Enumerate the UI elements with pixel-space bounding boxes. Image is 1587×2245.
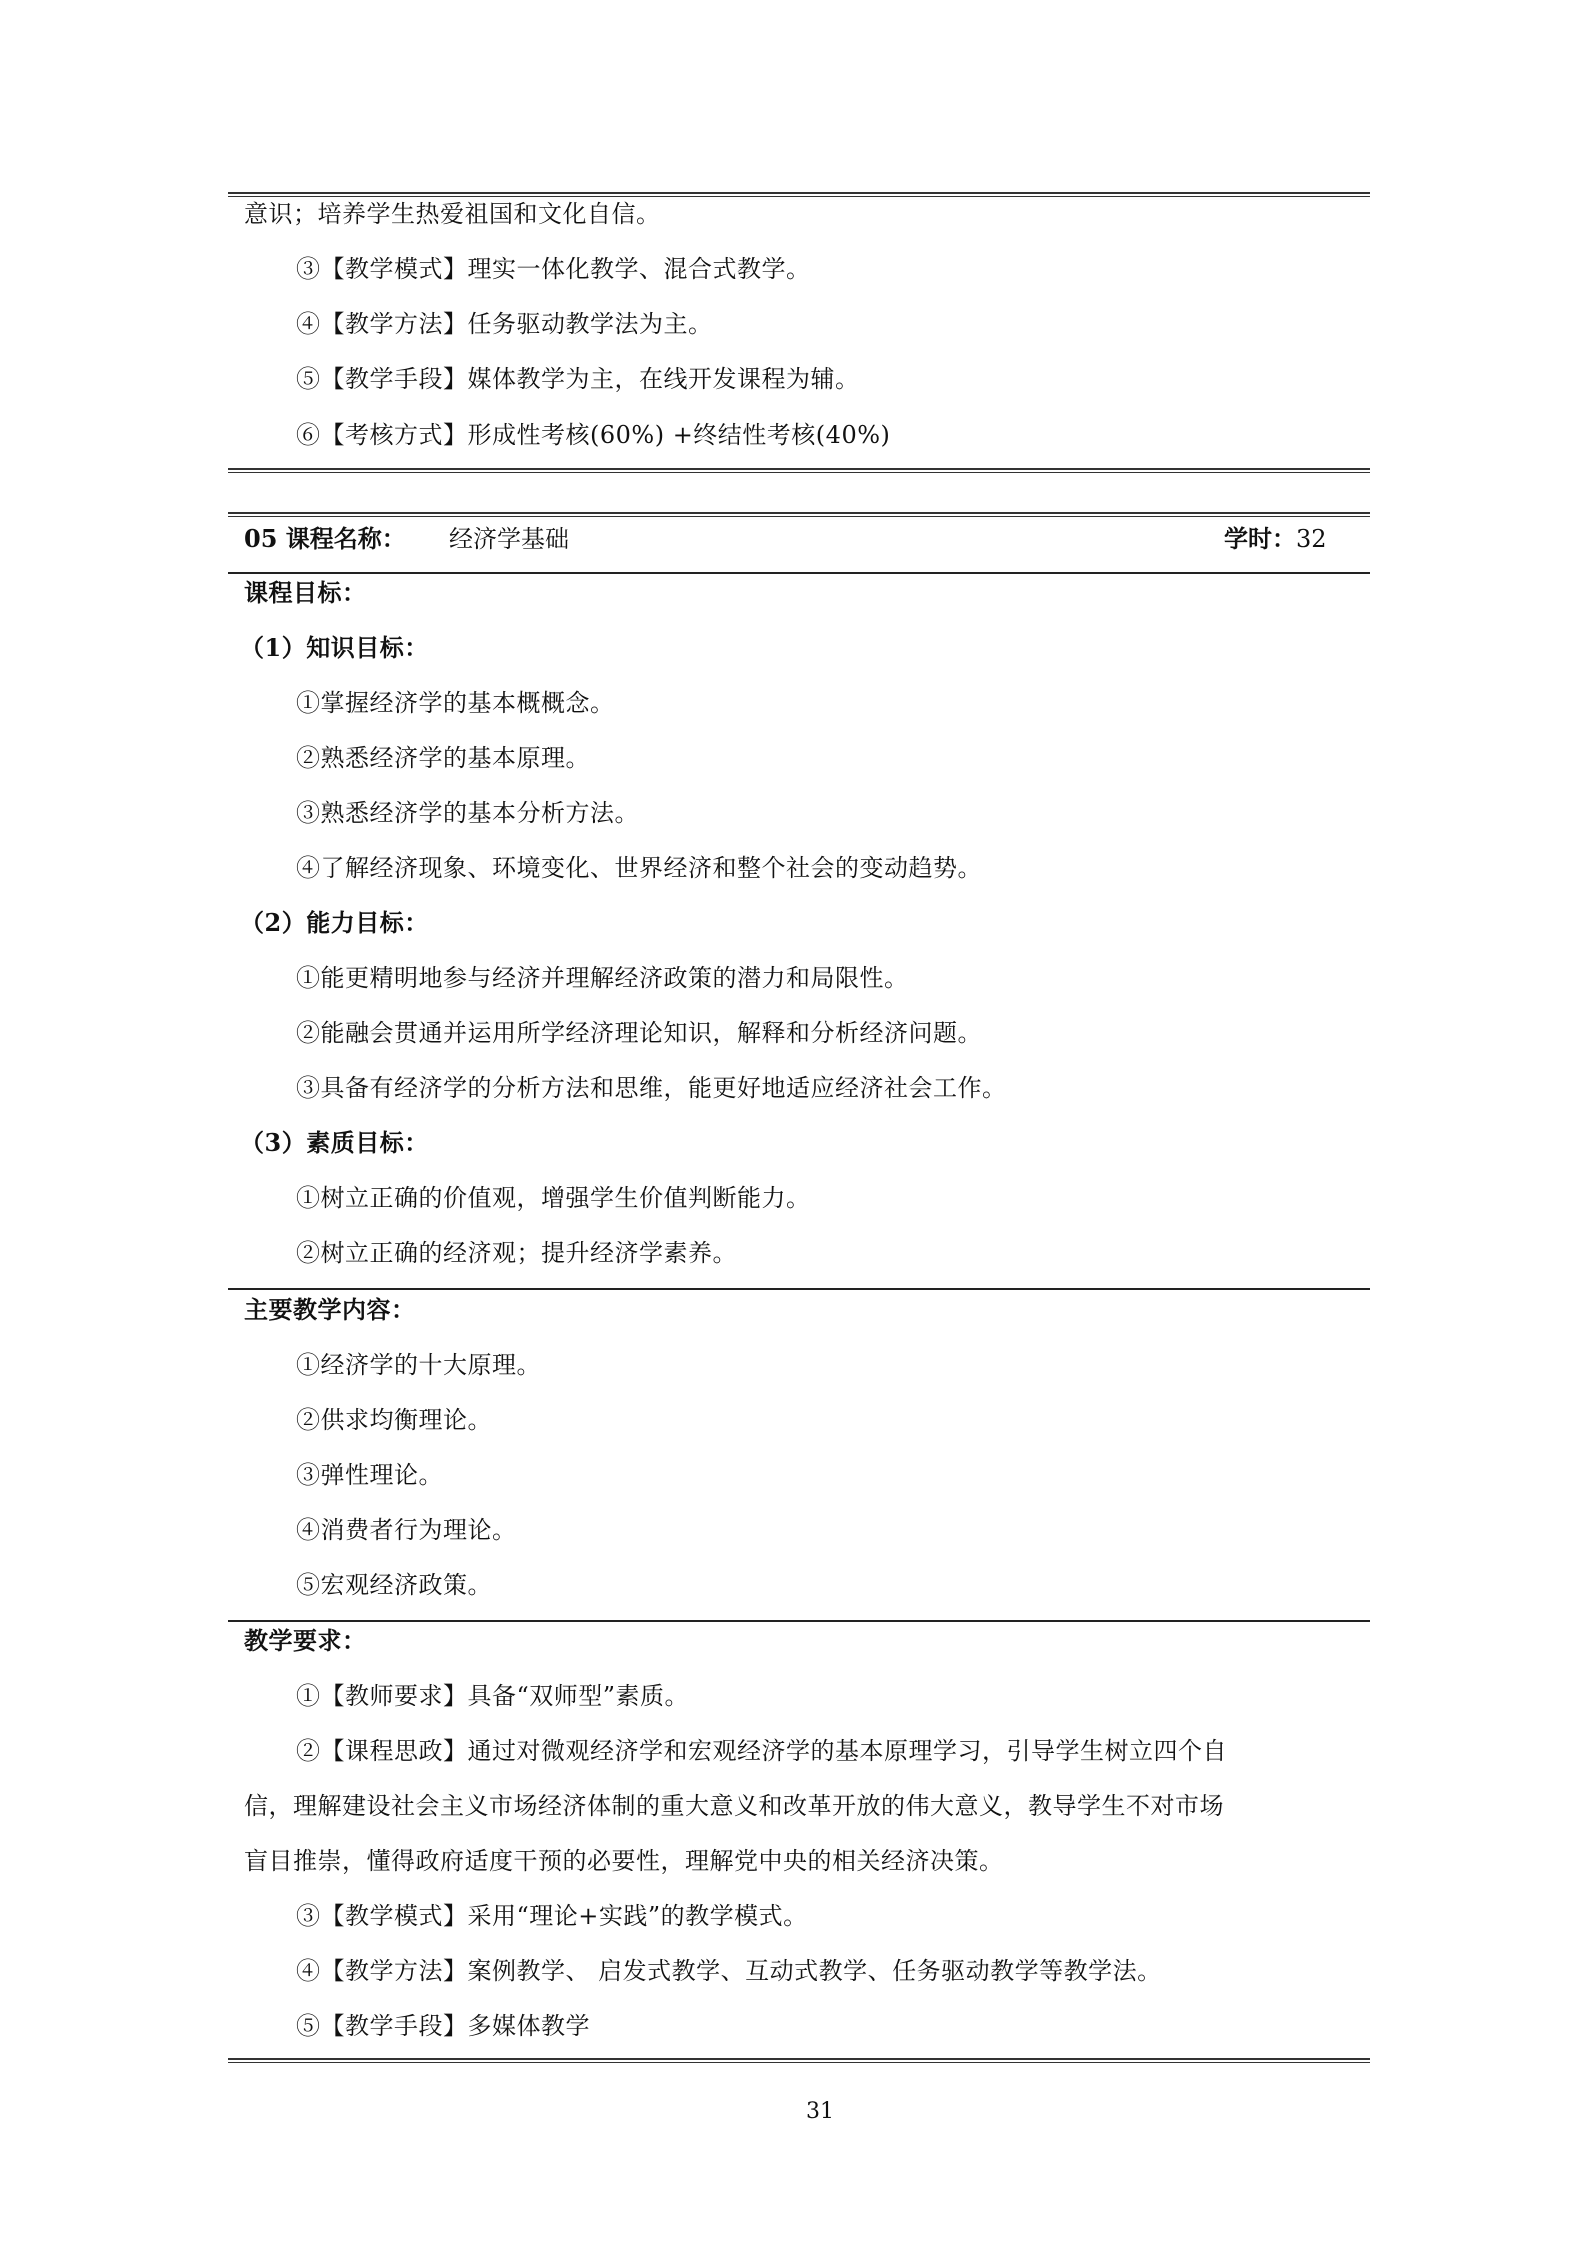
course-hours [1224,520,1327,558]
continued-item: ③【教学模式】理实一体化教学、混合式教学。 [296,255,811,283]
requirement-means: ⑤【教学手段】多媒体教学 [296,2012,590,2040]
hours-value: 32 [1296,525,1327,553]
hours-label: 学时： [1224,524,1296,553]
knowledge-item: ③熟悉经济学的基本分析方法。 [296,799,639,827]
requirement-ideology-line: 盲目推崇，懂得政府适度干预的必要性，理解党中央的相关经济决策。 [244,1847,1004,1875]
requirement-teacher: ①【教师要求】具备“双师型”素质。 [296,1682,690,1710]
course-top-rule [228,512,1370,517]
ability-item: ②能融会贯通并运用所学经济理论知识，解释和分析经济问题。 [296,1019,982,1047]
knowledge-heading: （1）知识目标： [240,633,429,662]
header-bottom-rule [228,572,1370,574]
quality-item: ②树立正确的经济观；提升经济学素养。 [296,1239,737,1267]
continued-item: ⑤【教学手段】媒体教学为主，在线开发课程为辅。 [296,365,860,393]
objectives-heading: 课程目标： [244,578,367,607]
content-item: ①经济学的十大原理。 [296,1351,541,1379]
ability-item: ③具备有经济学的分析方法和思维，能更好地适应经济社会工作。 [296,1074,1007,1102]
requirement-method: ④【教学方法】案例教学、 启发式教学、互动式教学、任务驱动教学等教学法。 [296,1957,1162,1985]
knowledge-item: ①掌握经济学的基本概概念。 [296,689,615,717]
requirement-ideology-line: 信，理解建设社会主义市场经济体制的重大意义和改革开放的伟大意义，教导学生不对市场 [244,1792,1224,1820]
knowledge-item: ④了解经济现象、环境变化、世界经济和整个社会的变动趋势。 [296,854,982,882]
ability-heading: （2）能力目标： [240,908,429,937]
course-number-label: 05 课程名称： [244,524,406,553]
course-name: 经济学基础 [449,525,569,553]
requirements-heading: 教学要求： [244,1626,367,1655]
page-number: 31 [806,2099,834,2124]
continued-text: 意识；培养学生热爱祖国和文化自信。 [244,200,661,228]
content-item: ⑤宏观经济政策。 [296,1571,492,1599]
ability-item: ①能更精明地参与经济并理解经济政策的潜力和局限性。 [296,964,909,992]
knowledge-item: ②熟悉经济学的基本原理。 [296,744,590,772]
content-item: ④消费者行为理论。 [296,1516,517,1544]
content-heading: 主要教学内容： [244,1295,416,1324]
content-top-rule [228,1288,1370,1290]
requirement-ideology-line: ②【课程思政】通过对微观经济学和宏观经济学的基本原理学习，引导学生树立四个自 [296,1737,1227,1765]
course-header [244,520,1344,558]
content-item: ③弹性理论。 [296,1461,443,1489]
continued-item: ④【教学方法】任务驱动教学法为主。 [296,310,713,338]
requirements-top-rule [228,1620,1370,1622]
continued-item: ⑥【考核方式】形成性考核(60%) +终结性考核(40%) [296,421,891,449]
content-item: ②供求均衡理论。 [296,1406,492,1434]
bottom-rule [228,2058,1370,2063]
quality-heading: （3）素质目标： [240,1128,429,1157]
requirement-mode: ③【教学模式】采用“理论+实践”的教学模式。 [296,1902,808,1930]
section-end-rule [228,468,1370,473]
quality-item: ①树立正确的价值观，增强学生价值判断能力。 [296,1184,811,1212]
